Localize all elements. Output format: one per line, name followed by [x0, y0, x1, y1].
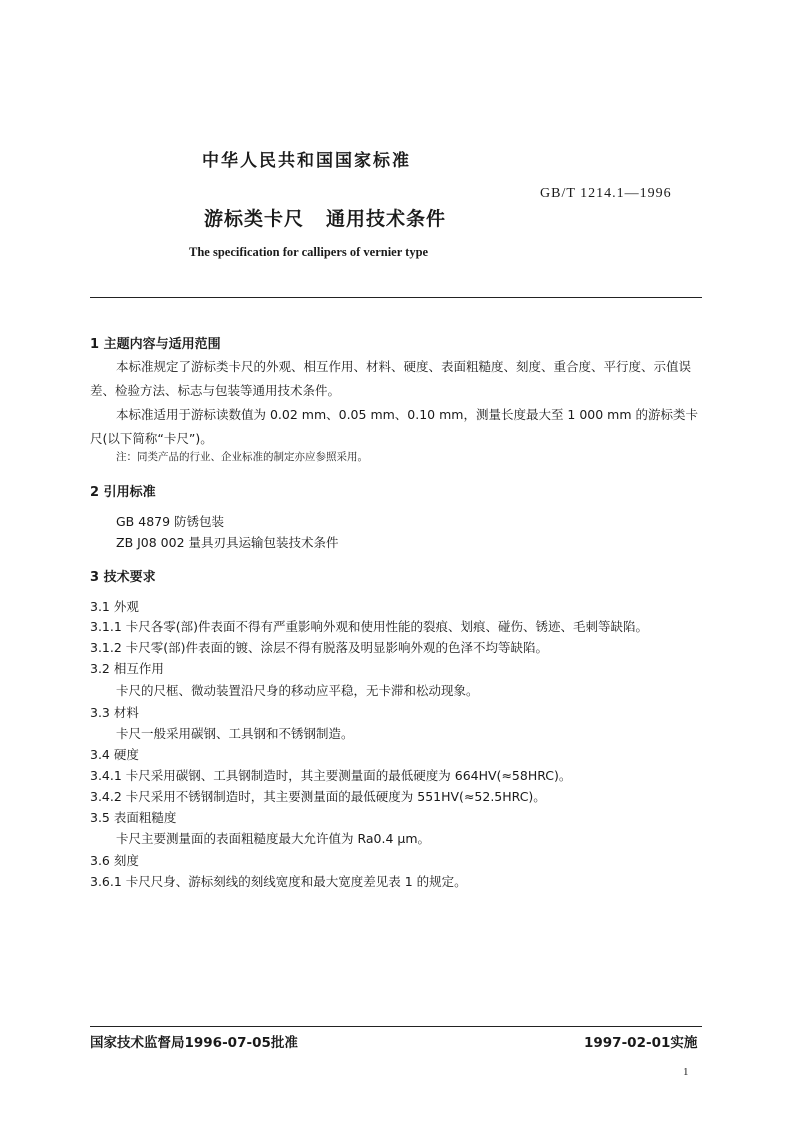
- section-1-note: 注：同类产品的行业、企业标准的制定亦应参照采用。: [116, 451, 368, 463]
- document-title-part1: 游标类卡尺: [204, 208, 305, 230]
- clause-3-3: 3.3 材料: [90, 705, 139, 720]
- page-number: 1: [683, 1066, 689, 1078]
- clause-3-4-2: 3.4.2 卡尺采用不锈钢制造时，其主要测量面的最低硬度为 551HV(≈52.5HRC)。: [90, 789, 546, 804]
- document-title: [204, 204, 446, 231]
- footer-divider: [90, 1026, 702, 1027]
- clause-3-5: 3.5 表面粗糙度: [90, 810, 177, 825]
- clause-3-1: 3.1 外观: [90, 599, 139, 614]
- clause-3-3-text: 卡尺一般采用碳钢、工具钢和不锈钢制造。: [116, 726, 354, 741]
- english-title: The specification for callipers of vernier type: [189, 245, 429, 259]
- section-2-heading: 2 引用标准: [90, 485, 156, 500]
- clause-3-2-text: 卡尺的尺框、微动装置沿尺身的移动应平稳，无卡滞和松动现象。: [116, 683, 479, 698]
- clause-3-1-2: 3.1.2 卡尺零(部)件表面的镀、涂层不得有脱落及明显影响外观的色泽不均等缺陷。: [90, 640, 549, 655]
- clause-3-2: 3.2 相互作用: [90, 661, 164, 676]
- implementation-date: 1997-02-01实施: [584, 1035, 698, 1051]
- reference-standard-item: GB 4879 防锈包装: [116, 514, 225, 529]
- clause-3-6: 3.6 刻度: [90, 853, 139, 868]
- reference-standard-item: ZB J08 002 量具刃具运输包装技术条件: [116, 535, 339, 550]
- section-3-heading: 3 技术要求: [90, 570, 156, 585]
- clause-3-4-1: 3.4.1 卡尺采用碳钢、工具钢制造时，其主要测量面的最低硬度为 664HV(≈58HRC)。: [90, 768, 572, 783]
- clause-3-4: 3.4 硬度: [90, 747, 139, 762]
- document-title-part2: 通用技术条件: [326, 208, 447, 230]
- national-standard-heading: 中华人民共和国国家标准: [202, 151, 411, 171]
- header-divider: [90, 297, 702, 298]
- section-1-heading: 1 主题内容与适用范围: [90, 337, 221, 352]
- section-1-paragraph-2: 本标准适用于游标读数值为 0.02 mm、0.05 mm、0.10 mm，测量长度最大至 1 000 mm 的游标类卡尺(以下简称“卡尺”)。: [90, 407, 699, 446]
- clause-3-5-text: 卡尺主要测量面的表面粗糙度最大允许值为 Ra0.4 μm。: [116, 831, 431, 846]
- section-1-paragraph-1: 本标准规定了游标类卡尺的外观、相互作用、材料、硬度、表面粗糙度、刻度、重合度、平行度、示值误差、检验方法、标志与包装等通用技术条件。: [90, 359, 692, 398]
- clause-3-1-1: 3.1.1 卡尺各零(部)件表面不得有严重影响外观和使用性能的裂痕、划痕、碰伤、锈迹、毛刺等缺陷。: [90, 619, 649, 634]
- approval-line: 国家技术监督局1996-07-05批准: [90, 1035, 298, 1051]
- clause-3-6-1: 3.6.1 卡尺尺身、游标刻线的刻线宽度和最大宽度差见表 1 的规定。: [90, 874, 467, 889]
- standard-number: GB/T 1214.1—1996: [540, 186, 672, 201]
